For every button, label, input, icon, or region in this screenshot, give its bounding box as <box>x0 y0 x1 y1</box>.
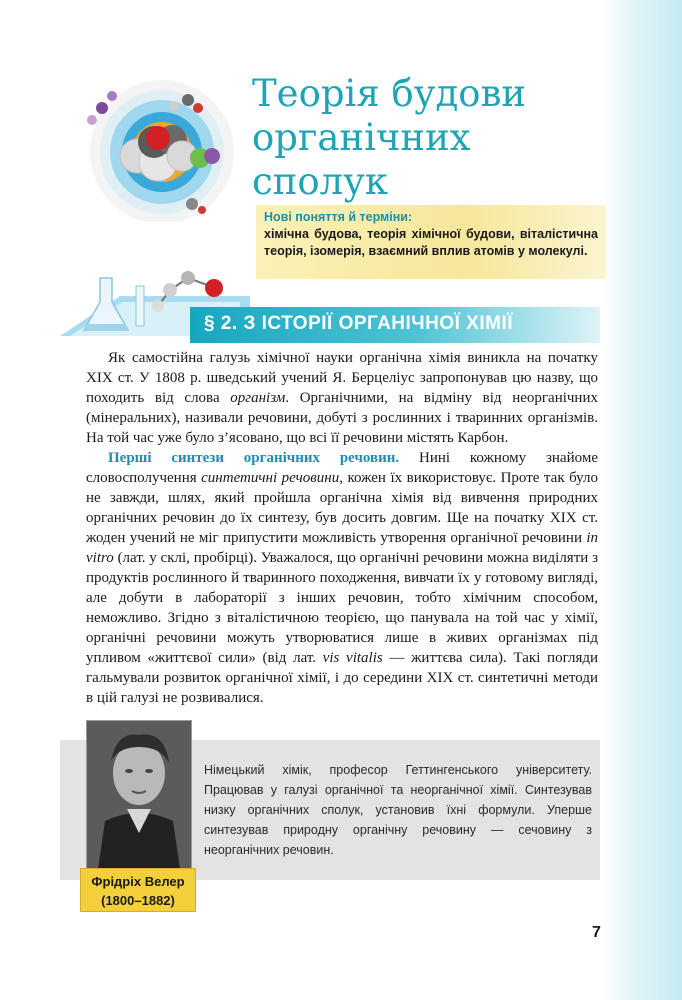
chapter-title <box>252 72 582 204</box>
molecule-illustration-icon <box>62 72 262 222</box>
paragraph-2-em-1: синтетичні речовини <box>201 470 340 486</box>
name-plate <box>80 868 196 912</box>
new-terms-list: хімічна будова, теорія хімічної будови, віталістична теорія, ізомерія, взаємний вплив атомів у молекулі. <box>264 227 598 258</box>
paragraph-1-tail: . Органічними, на відміну від неорганічних (мінеральних), називали речовини, добуті з рослинних і тваринних організмів. На той час уже було з’ясовано, що всі її речовини містять Карбон. <box>86 390 598 446</box>
biography-text: Німецький хімік, професор Геттингенського університету. Працював у галузі органічної та неорганічної хімії. Синтезував низку органічних сполук, установив їхні формули. Уперше синтезував природну органічну речовину — сечовину з неорганічних речовин. <box>204 763 592 857</box>
paragraph-1-text: Як самостійна галузь хімічної науки органічна хімія виникла на початку XIX ст. У 1808 р. шведський учений Я. Берцеліус запропонував цю назву, що походить від слова <box>86 350 598 406</box>
chapter-title-line-2: органічних <box>252 116 471 159</box>
paragraph-2-lead: Перші синтези органічних речовин. <box>108 450 400 466</box>
scientist-years: (1800–1882) <box>101 893 175 908</box>
paragraph-1 <box>86 348 598 448</box>
page-number: 7 <box>592 924 601 941</box>
paragraph-2-d: — життєва сила). Такі погляди гальмували розвиток органічної хімії, і до середини XIX ст. синтетичні методи в цій галузі не розвивалися. <box>86 650 599 706</box>
paragraph-2-c: (лат. у склі, пробірці). Уважалося, що органічні речовини можна виділяти з продуктів рослинного й тваринного походження, вивчати їх у готовому вигляді, але добути в лабораторії з інших речовин, тобто хімічним способом, неможливо. Згідно з віталістичною теорією, що панувала на той час у хімії, органічні речовини можуть утворюватися лише в живих організмах під упливом «життєвої сили» (від лат. <box>86 550 598 666</box>
paragraph-1-em: організм <box>230 390 286 406</box>
paragraph-2 <box>86 448 598 708</box>
scientist-name: Фрідріх Велер <box>91 874 185 889</box>
new-terms-heading: Нові поняття й терміни: <box>264 210 413 224</box>
paragraph-2-a: Нині кожному знайоме словосполучення <box>86 450 598 486</box>
new-terms-box <box>256 205 606 279</box>
page-edge-gradient <box>602 0 682 1000</box>
section-title: § 2. З ІСТОРІЇ ОРГАНІЧНОЇ ХІМІЇ <box>204 313 513 334</box>
paragraph-2-em-2: in vitro <box>86 530 598 566</box>
portrait-image <box>86 720 192 877</box>
main-text <box>86 348 598 708</box>
chapter-title-line-3: сполук <box>252 160 389 203</box>
paragraph-2-b: , кожен їх використовує. Проте так було не завжди, шлях, який пройшла органічна хімія від вивчення природних органічних речовин до їх синтезу, був досить довгим. Ще на початку XIX ст. жоден учений не міг припустити можливість утворення органічної речовини <box>86 470 599 546</box>
section-heading-bar <box>190 307 600 343</box>
paragraph-2-em-3: vis vitalis <box>322 650 383 666</box>
chapter-title-line-1: Теорія будови <box>252 72 527 115</box>
